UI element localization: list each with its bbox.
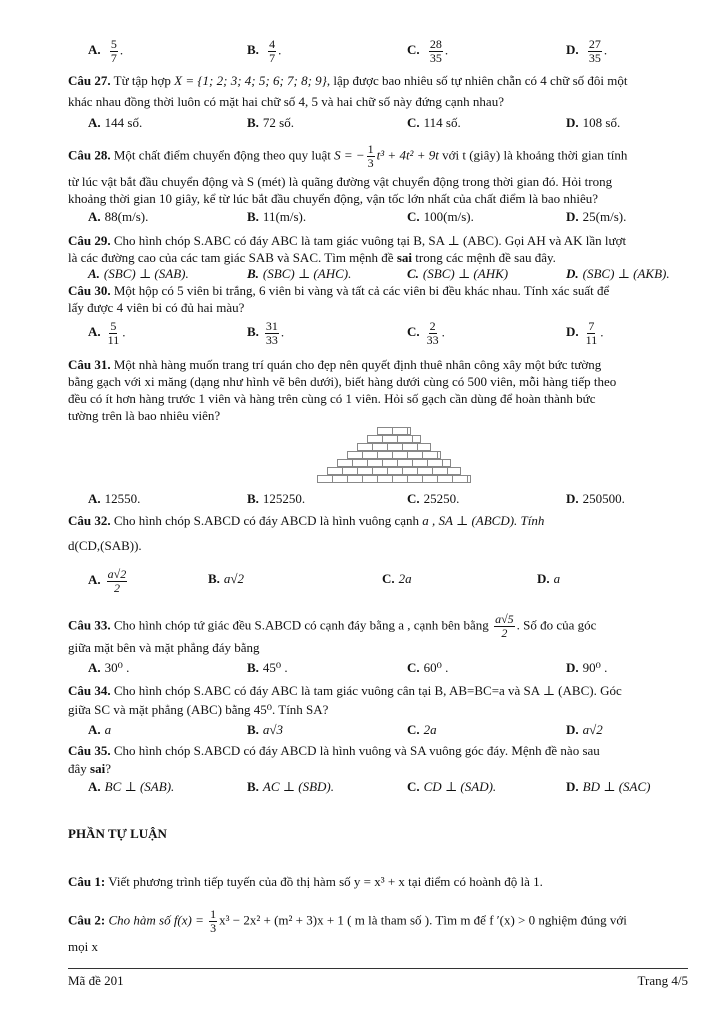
q32-option-a: A. $\frac{a√2}{2}$ [88, 567, 127, 595]
q33-option-d: D. 90⁰ . [566, 660, 608, 675]
footer-exam-code: Mã đề 201 [68, 973, 124, 988]
q31-option-c: C. 25250. [407, 491, 460, 506]
q30-option-d: D. $\frac{7}{11}$ . [566, 319, 604, 347]
q31-line3: đều có ít hơn hàng trước 1 viên và hàng trên cùng có 1 viên. Hỏi số gạch cần dùng để hoàn thành bức [68, 391, 596, 406]
q28-option-c: C. 100(m/s). [407, 209, 474, 224]
q35-option-b: B. AC ⊥ (SBD). [247, 779, 334, 794]
q34-option-b: B. a√3 [247, 722, 284, 737]
q32-option-d: D. a [537, 571, 561, 586]
q35-option-a: A. BC ⊥ (SAB). [88, 779, 175, 794]
q33-line2: giữa mặt bên và mặt phẳng đáy bằng [68, 640, 260, 655]
q28-option-b: B. 11(m/s). [247, 209, 307, 224]
q32-option-c: C. 2a [382, 571, 412, 586]
q31-line1: Câu 31. Một nhà hàng muốn trang trí quán cho đẹp nên quyết định thuê nhân công xây một bức tường [68, 357, 602, 372]
q26-option-d: D. $\frac{27}{35}$ . [566, 37, 608, 65]
q29-line2: là các đường cao của các tam giác SAB và SAC. Tìm mệnh đề sai trong các mệnh đề sau đây. [68, 250, 556, 265]
q31-line4: tường trên là bao nhiêu viên? [68, 408, 221, 423]
footer-page-number: Trang 4/5 [637, 973, 688, 988]
essay-q2-line1: Câu 2: Cho hàm số f(x) = $\frac{1}{3}$ x³ − 2x² + (m² + 3)x + 1 ( m là tham số ). Tìm m để f ′(x) > 0 nghiệm đúng với [68, 907, 627, 935]
q34-option-d: D. a√2 [566, 722, 603, 737]
q27-option-d: D. 108 số. [566, 115, 621, 130]
q31-option-b: B. 125250. [247, 491, 306, 506]
q29-option-c: C. (SBC) ⊥ (AHK) [407, 266, 509, 281]
q34-line2: giữa SC và mặt phẳng (ABC) bằng 45⁰. Tính SA? [68, 702, 329, 717]
q27-option-a: A. 144 số. [88, 115, 143, 130]
footer-divider [68, 968, 688, 969]
q29-line1: Câu 29. Cho hình chóp S.ABC có đáy ABC là tam giác vuông tại B, SA ⊥ (ABC). Gọi AH và AK lần lượt [68, 233, 627, 248]
q29-option-b: B. (SBC) ⊥ (AHC). [247, 266, 352, 281]
q29-option-d: D. (SBC) ⊥ (AKB). [566, 266, 670, 281]
q28-option-a: A. 88(m/s). [88, 209, 149, 224]
q35-option-d: D. BD ⊥ (SAC) [566, 779, 651, 794]
q30-option-b: B. $\frac{31}{33}$ . [247, 319, 285, 347]
q27-line2: khác nhau đồng thời luôn có mặt hai chữ số 4, 5 và hai chữ số này đứng cạnh nhau? [68, 94, 504, 109]
q31-option-d: D. 250500. [566, 491, 625, 506]
q32-option-b: B. a√2 [208, 571, 245, 586]
q34-line1: Câu 34. Cho hình chóp S.ABC có đáy ABC là tam giác vuông cân tại B, AB=BC=a và SA ⊥ (ABC). Góc [68, 683, 622, 698]
q27-option-b: B. 72 số. [247, 115, 294, 130]
q35-line2: đây sai? [68, 761, 111, 776]
q27-option-c: C. 114 số. [407, 115, 461, 130]
q30-line1: Câu 30. Một hộp có 5 viên bi trắng, 6 viên bi vàng và tất cả các viên bi đều khác nhau. Tính xác suất để [68, 283, 610, 298]
q34-option-a: A. a [88, 722, 112, 737]
section-title: PHẦN TỰ LUẬN [68, 826, 167, 841]
q26-option-b: B. $\frac{4}{7}$ . [247, 37, 282, 65]
q33-option-c: C. 60⁰ . [407, 660, 449, 675]
essay-q2-line2: mọi x [68, 939, 98, 954]
q30-line2: lấy được 4 viên bi có đủ hai màu? [68, 300, 245, 315]
brick-wall-figure [315, 421, 475, 491]
q33-option-a: A. 30⁰ . [88, 660, 130, 675]
q29-option-a: A. (SBC) ⊥ (SAB). [88, 266, 189, 281]
q31-option-a: A. 12550. [88, 491, 141, 506]
q26-option-a: A. $\frac{5}{7}$ . [88, 37, 124, 65]
q33-line1: Câu 33. Cho hình chóp tứ giác đều S.ABCD có cạnh đáy bằng a , cạnh bên bằng $\frac{a√5}{2}$ . Số đo của góc [68, 612, 597, 640]
q28-line3: khoảng thời gian 10 giây, kể từ lúc bắt đầu chuyển động, vận tốc lớn nhất của chất điểm là bao nhiêu? [68, 191, 599, 206]
q26-option-c: C. $\frac{28}{35}$ . [407, 37, 449, 65]
q33-option-b: B. 45⁰ . [247, 660, 288, 675]
q28-line2: từ lúc vật bắt đầu chuyển động và S (mét) là quãng đường vật chuyển động trong thời gian đó. Hỏi trong [68, 174, 613, 189]
q35-line1: Câu 35. Cho hình chóp S.ABCD có đáy ABCD là hình vuông và SA vuông góc đáy. Mệnh đề nào sau [68, 743, 600, 758]
q27-line1: Câu 27. Từ tập hợp X = {1; 2; 3; 4; 5; 6; 7; 8; 9}, lập được bao nhiêu số tự nhiên chẵn có 4 chữ số đôi một [68, 73, 628, 88]
q35-option-c: C. CD ⊥ (SAD). [407, 779, 497, 794]
q32-line2: d(CD,(SAB)). [68, 538, 142, 553]
essay-q1: Câu 1: Viết phương trình tiếp tuyến của đồ thị hàm số y = x³ + x tại điểm có hoành độ là 1. [68, 874, 543, 889]
q28-line1: Câu 28. Một chất điểm chuyển động theo quy luật S = − $\frac{1}{3}$ t³ + 4t² + 9t với t (giây) là khoảng thời gian tính [68, 142, 628, 170]
q30-option-c: C. $\frac{2}{33}$ . [407, 319, 445, 347]
q30-option-a: A. $\frac{5}{11}$ . [88, 319, 126, 347]
q31-line2: bằng gạch với xi măng (dạng như hình vẽ bên dưới), biết hàng dưới cùng có 500 viên, mỗi hàng tiếp theo [68, 374, 617, 389]
q34-option-c: C. 2a [407, 722, 437, 737]
q28-option-d: D. 25(m/s). [566, 209, 627, 224]
q32-line1: Câu 32. Cho hình chóp S.ABCD có đáy ABCD là hình vuông cạnh a , SA ⊥ (ABCD). Tính [68, 513, 545, 528]
